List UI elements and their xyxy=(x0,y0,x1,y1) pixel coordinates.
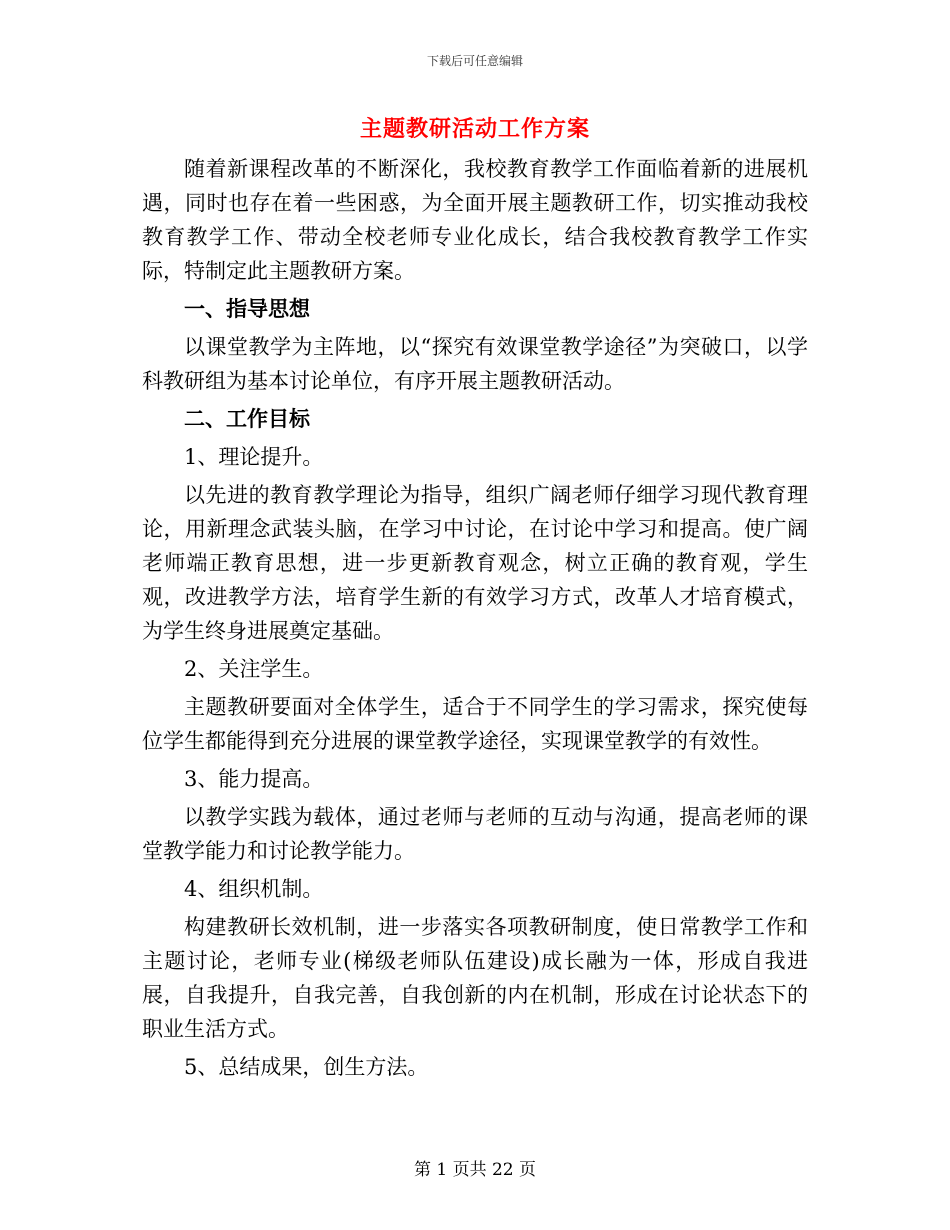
goal-2-heading: 2、关注学生。 xyxy=(184,657,324,681)
document-body xyxy=(142,152,808,1088)
goal-3-paragraph: 以教学实践为载体，通过老师与老师的互动与沟通，提高老师的课堂教学能力和讨论教学能力。 xyxy=(142,805,808,863)
goal-1-paragraph: 以先进的教育教学理论为指导，组织广阔老师仔细学习现代教育理论，用新理念武装头脑，在学习中讨论，在讨论中学习和提高。使广阔老师端正教育思想，进一步更新教育观念，树立正确的教育观，学生观，改进教学方法，培育学生新的有效学习方式，改革人才培育模式，为学生终身进展奠定基础。 xyxy=(142,483,808,643)
document-title: 主题教研活动工作方案 xyxy=(359,117,590,142)
section-heading-work-goals: 二、工作目标 xyxy=(184,407,310,431)
guiding-ideology-paragraph: 以课堂教学为主阵地，以“探究有效课堂教学途径”为突破口，以学科教研组为基本讨论单位，有序开展主题教研活动。 xyxy=(142,335,808,393)
goal-4-heading: 4、组织机制。 xyxy=(184,877,324,901)
section-heading-guiding-ideology: 一、指导思想 xyxy=(184,297,310,321)
goal-3-heading: 3、能力提高。 xyxy=(184,767,324,791)
goal-4-paragraph: 构建教研长效机制，进一步落实各项教研制度，使日常教学工作和主题讨论，老师专业(梯级老师队伍建设)成长融为一体，形成自我进展，自我提升，自我完善，自我创新的内在机制，形成在讨论状态下的职业生活方式。 xyxy=(142,915,808,1041)
goal-2-paragraph: 主题教研要面对全体学生，适合于不同学生的学习需求，探究使每位学生都能得到充分进展的课堂教学途径，实现课堂教学的有效性。 xyxy=(142,695,808,753)
header-note: 下载后可任意编辑 xyxy=(426,54,523,68)
goal-1-heading: 1、理论提升。 xyxy=(184,445,324,469)
intro-paragraph: 随着新课程改革的不断深化，我校教育教学工作面临着新的进展机遇，同时也存在着一些困惑，为全面开展主题教研工作，切实推动我校教育教学工作、带动全校老师专业化成长，结合我校教育教学工作实际，特制定此主题教研方案。 xyxy=(142,157,808,283)
page-footer: 第 1 页共 22 页 xyxy=(413,1160,537,1180)
goal-5-heading: 5、总结成果，创生方法。 xyxy=(184,1055,429,1079)
